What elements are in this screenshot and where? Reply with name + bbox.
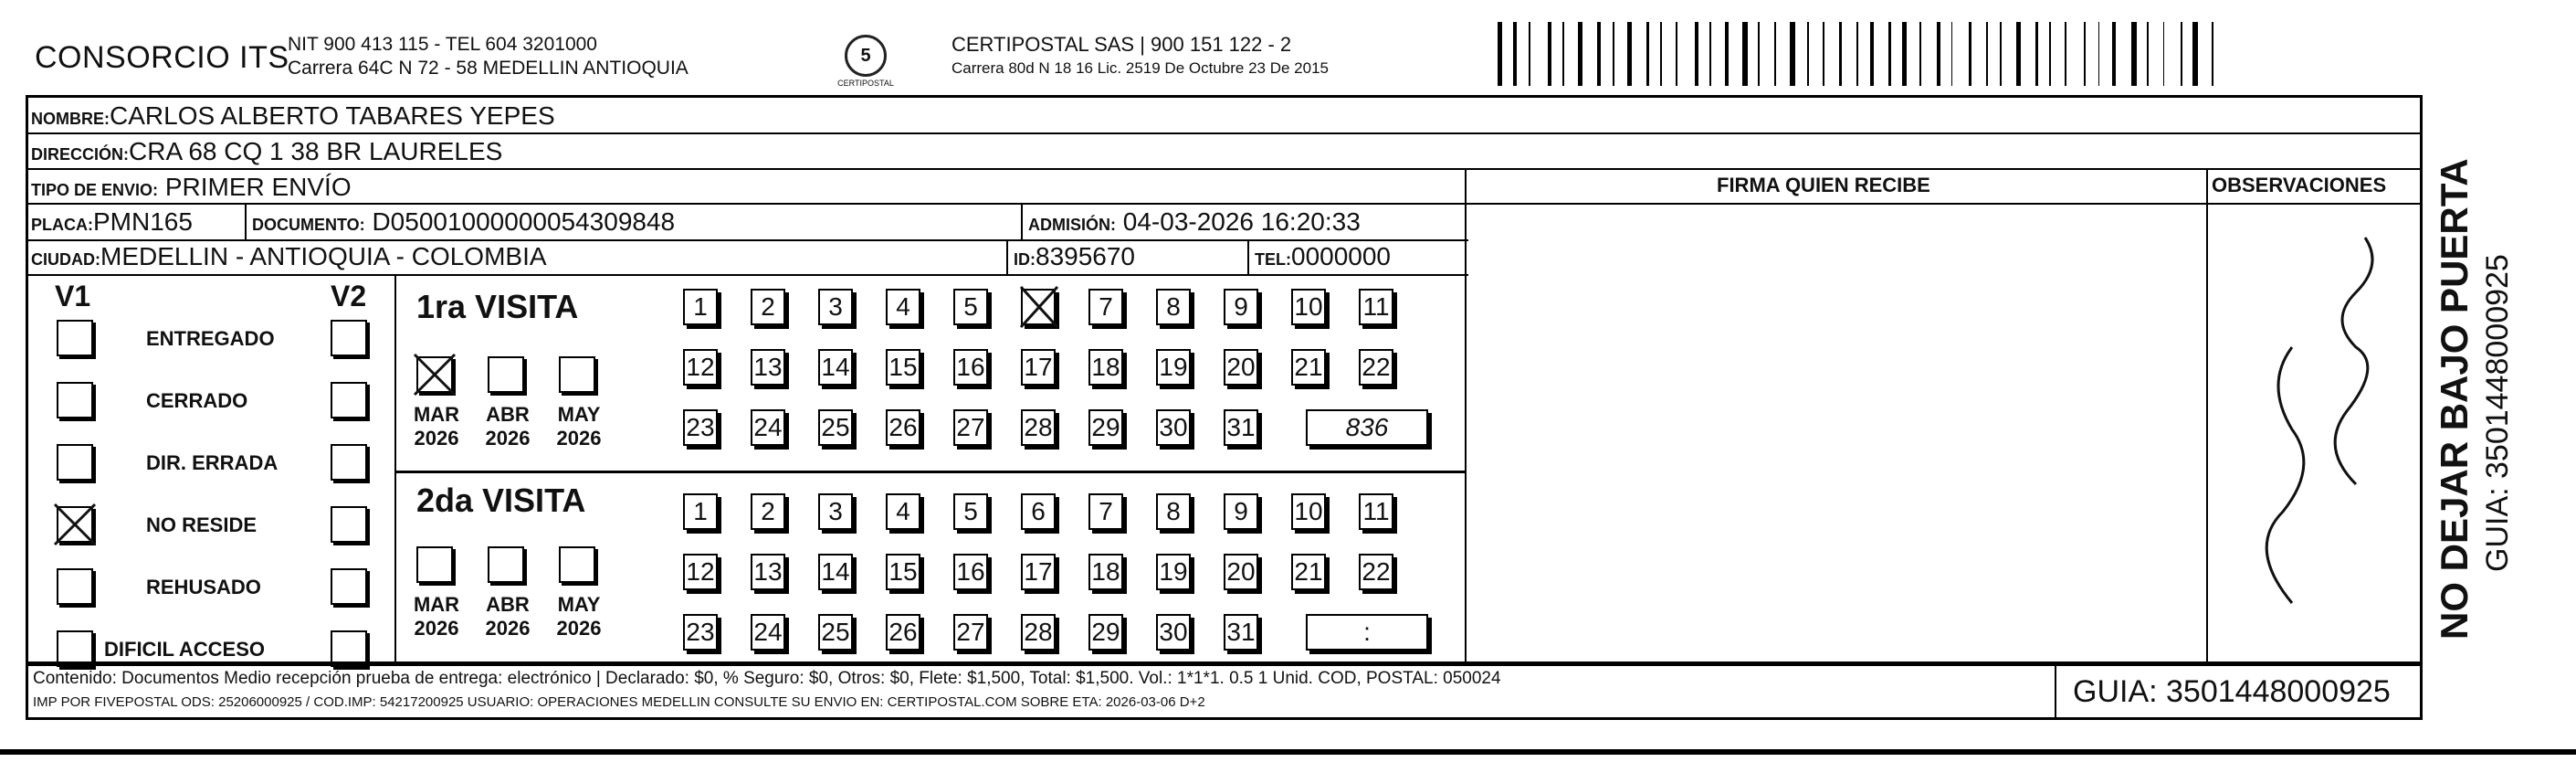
direccion-value: CRA 68 CQ 1 38 BR LAURELES	[129, 137, 503, 165]
day-box: 5	[953, 493, 988, 530]
barcode-bar	[1914, 22, 1916, 86]
barcode-bar	[2170, 22, 2173, 86]
day-box: 30	[1156, 614, 1191, 651]
barcode-bar	[2219, 22, 2221, 86]
status-label: ENTREGADO	[146, 327, 275, 350]
barcode-bar	[1992, 22, 1995, 86]
barcode-bar	[2049, 22, 2051, 86]
barcode-bar	[2084, 22, 2086, 86]
certipostal-logo: 5 CERTIPOSTAL	[833, 35, 899, 91]
day-box: 12	[683, 554, 718, 590]
nombre-value: CARLOS ALBERTO TABARES YEPES	[110, 101, 555, 130]
barcode-bar	[2072, 22, 2077, 86]
barcode-bar	[1613, 22, 1614, 86]
barcode-bar	[1774, 22, 1776, 86]
day-box: 16	[953, 349, 988, 386]
barcode-bar	[1816, 22, 1820, 86]
carrier-line2: Carrera 80d N 18 16 Lic. 2519 De Octubre 23 De 2015	[952, 59, 1329, 77]
id-value: 8395670	[1036, 242, 1136, 270]
barcode-bar	[2065, 22, 2066, 86]
observaciones-handwriting	[2219, 210, 2420, 658]
barcode-bar	[1676, 22, 1677, 86]
barcode-bar	[2212, 22, 2213, 86]
barcode-bar	[1758, 22, 1760, 86]
day-box: 20	[1224, 349, 1258, 386]
day-box: 18	[1088, 554, 1123, 590]
v1-checkbox	[57, 568, 93, 605]
v2-checkbox	[331, 382, 367, 418]
month-check-mark	[413, 353, 457, 397]
visita2-title: 2da VISITA	[416, 482, 586, 519]
barcode-bar	[1725, 22, 1729, 86]
footer-line2: IMP POR FIVEPOSTAL ODS: 25206000925 / COD.IMP: 54217200925 USUARIO: OPERACIONES MEDELLIN CONSULTE SU ENVIO EN: CERTIPOSTAL.COM SOBRE ETA: 2026-03-06 D+2	[33, 694, 1205, 710]
month-label: ABR	[486, 593, 530, 616]
barcode-bar	[1719, 22, 1722, 86]
barcode-bar	[2107, 22, 2108, 86]
barcode	[1498, 22, 2228, 86]
day-box: 28	[1021, 409, 1056, 446]
barcode-bar	[2192, 22, 2197, 86]
firma-header: FIRMA QUIEN RECIBE	[1717, 174, 1930, 196]
barcode-bar	[1919, 22, 1921, 86]
day-box: 2	[751, 493, 785, 530]
barcode-bar	[2009, 22, 2013, 86]
day-box: 28	[1021, 614, 1056, 651]
barcode-bar	[1709, 22, 1711, 86]
day-box: 12	[683, 349, 718, 386]
v1-check-mark	[53, 503, 97, 546]
day-box: 5	[953, 289, 988, 325]
month-label: MAR	[413, 593, 460, 616]
day-box: 27	[953, 614, 988, 651]
id-row: ID:8395670	[1014, 242, 1136, 270]
day-box: 29	[1088, 614, 1123, 651]
barcode-bar	[1513, 22, 1517, 86]
day-box: 20	[1224, 554, 1258, 590]
barcode-bar	[2058, 22, 2062, 86]
v2-checkbox	[331, 320, 367, 356]
day-box: 22	[1359, 554, 1393, 590]
barcode-bar	[1669, 22, 1673, 86]
observaciones-header: OBSERVACIONES	[2212, 174, 2387, 196]
day-box: 17	[1021, 349, 1056, 386]
placa-row: PLACA:PMN165	[31, 207, 193, 236]
barcode-bar	[2089, 22, 2093, 86]
status-label: DIFICIL ACCESO	[104, 638, 266, 661]
nit-line: NIT 900 413 115 - TEL 604 3201000	[288, 34, 597, 55]
day-box: 21	[1291, 554, 1326, 590]
admision-value: 04-03-2026 16:20:33	[1122, 207, 1361, 236]
barcode-bar	[1888, 22, 1892, 86]
day-box: 14	[818, 554, 853, 590]
barcode-bar	[1734, 22, 1736, 86]
barcode-bar	[1506, 22, 1508, 86]
time-box: 836	[1306, 409, 1428, 446]
barcode-bar	[1578, 22, 1582, 86]
barcode-bar	[1742, 22, 1747, 86]
barcode-bar	[1951, 22, 1953, 86]
month-label: MAR	[413, 403, 460, 426]
day-box: 21	[1291, 349, 1326, 386]
documento-row: DOCUMENTO: D05001000000054309848	[252, 207, 676, 236]
day-box: 22	[1359, 349, 1393, 386]
footer-guia: GUIA: 3501448000925	[2073, 674, 2391, 709]
day-box: 11	[1359, 493, 1393, 530]
barcode-bar	[1695, 22, 1698, 86]
barcode-bar	[1937, 22, 1940, 86]
year-label: 2026	[556, 617, 602, 640]
admision-row: ADMISIÓN: 04-03-2026 16:20:33	[1028, 207, 1361, 236]
time-box: :	[1306, 614, 1428, 651]
day-box: 4	[886, 289, 920, 325]
day-box: 14	[818, 349, 853, 386]
day-box: 7	[1088, 289, 1123, 325]
barcode-bar	[1879, 22, 1881, 86]
footer-line1: Contenido: Documentos Medio recepción prueba de entrega: electrónico | Declarado: $0, % Seguro: $0, Otros: $0, Flete: $1,500, Total: $1,500. Vol.: 1*1*1. 0.5 1 Unid. COD, POSTAL: 050024	[33, 669, 1501, 688]
barcode-bar	[1572, 22, 1575, 86]
barcode-bar	[2026, 22, 2028, 86]
v2-checkbox	[331, 568, 367, 605]
barcode-bar	[1870, 22, 1874, 86]
barcode-bar	[1895, 22, 1897, 86]
month-label: MAY	[557, 593, 601, 616]
v2-checkbox	[331, 444, 367, 481]
barcode-bar	[1927, 22, 1930, 86]
address-line: Carrera 64C N 72 - 58 MEDELLIN ANTIOQUIA	[288, 58, 689, 79]
day-box: 26	[886, 409, 920, 446]
barcode-bar	[1977, 22, 1979, 86]
barcode-bar	[1653, 22, 1655, 86]
v2-header: V2	[331, 280, 367, 312]
day-box: 7	[1088, 493, 1123, 530]
barcode-bar	[1839, 22, 1843, 86]
day-box: 9	[1224, 493, 1258, 530]
month-label: ABR	[486, 403, 530, 426]
barcode-bar	[2098, 22, 2100, 86]
barcode-bar	[2121, 22, 2125, 86]
day-box: 31	[1224, 614, 1258, 651]
v1-checkbox	[57, 630, 93, 667]
tipo-value: PRIMER ENVÍO	[164, 173, 352, 201]
barcode-bar	[1790, 22, 1794, 86]
day-box: 1	[683, 289, 718, 325]
carrier-info	[952, 33, 1329, 80]
day-box: 27	[953, 409, 988, 446]
barcode-bar	[2156, 22, 2160, 86]
barcode-bar	[1529, 22, 1530, 86]
tel-value: 0000000	[1291, 242, 1392, 270]
barcode-bar	[1767, 22, 1771, 86]
ciudad-row: CIUDAD:MEDELLIN - ANTIOQUIA - COLOMBIA	[31, 242, 547, 270]
barcode-bar	[1751, 22, 1753, 86]
ciudad-value: MEDELLIN - ANTIOQUIA - COLOMBIA	[100, 242, 547, 270]
carrier-line1: CERTIPOSTAL SAS | 900 151 122 - 2	[952, 33, 1292, 56]
day-box: 29	[1088, 409, 1123, 446]
barcode-bar	[2016, 22, 2021, 86]
day-box: 26	[886, 614, 920, 651]
barcode-bar	[1536, 22, 1540, 86]
day-box: 15	[886, 554, 920, 590]
day-box: 13	[751, 554, 785, 590]
barcode-bar	[1562, 22, 1564, 86]
month-label: MAY	[557, 403, 601, 426]
day-box: 23	[683, 614, 718, 651]
v1-checkbox	[57, 320, 93, 356]
barcode-bar	[2131, 22, 2136, 86]
barcode-bar	[1807, 22, 1809, 86]
barcode-bar	[2205, 22, 2209, 86]
day-box: 30	[1156, 409, 1191, 446]
barcode-bar	[1597, 22, 1601, 86]
year-label: 2026	[414, 617, 459, 640]
company-name: CONSORCIO ITS	[35, 40, 289, 75]
direccion-row: DIRECCIÓN:CRA 68 CQ 1 38 BR LAURELES	[31, 137, 503, 165]
month-checkbox	[488, 356, 524, 393]
side-guia: GUIA: 3501448000925	[2480, 254, 2515, 572]
side-no-dejar: NO DEJAR BAJO PUERTA	[2433, 158, 2476, 640]
barcode-bar	[1960, 22, 1964, 86]
barcode-bar	[2147, 22, 2149, 86]
day-box: 24	[751, 409, 785, 446]
tel-row: TEL:0000000	[1255, 242, 1392, 270]
month-checkbox	[488, 546, 524, 583]
day-box: 8	[1156, 493, 1191, 530]
barcode-bar	[1782, 22, 1783, 86]
v2-checkbox	[331, 630, 367, 667]
barcode-bar	[1799, 22, 1803, 86]
day-box: 3	[818, 493, 853, 530]
day-box: 25	[818, 614, 853, 651]
nombre-row: NOMBRE:CARLOS ALBERTO TABARES YEPES	[31, 101, 555, 130]
month-checkbox	[559, 546, 595, 583]
day-box: 19	[1156, 554, 1191, 590]
month-checkbox	[559, 356, 595, 393]
year-label: 2026	[556, 427, 602, 450]
day-box: 10	[1291, 493, 1326, 530]
barcode-bar	[1702, 22, 1704, 86]
barcode-bar	[2163, 22, 2165, 86]
day-box: 8	[1156, 289, 1191, 325]
barcode-bar	[1637, 22, 1639, 86]
status-label: NO RESIDE	[146, 513, 258, 536]
day-box: 4	[886, 493, 920, 530]
tipo-row: TIPO DE ENVIO: PRIMER ENVÍO	[31, 173, 352, 201]
barcode-bar	[2186, 22, 2188, 86]
barcode-bar	[1866, 22, 1867, 86]
barcode-bar	[2140, 22, 2142, 86]
barcode-bar	[1548, 22, 1551, 86]
barcode-bar	[2042, 22, 2044, 86]
barcode-bar	[1969, 22, 1972, 86]
barcode-bar	[2112, 22, 2116, 86]
day-box: 9	[1224, 289, 1258, 325]
barcode-bar	[2181, 22, 2182, 86]
day-box: 25	[818, 409, 853, 446]
day-box: 6	[1021, 493, 1056, 530]
barcode-bar	[1683, 22, 1688, 86]
placa-value: PMN165	[93, 207, 193, 236]
year-label: 2026	[485, 427, 531, 450]
visita1-title: 1ra VISITA	[416, 288, 579, 325]
month-checkbox	[416, 546, 453, 583]
status-label: CERRADO	[146, 389, 248, 412]
barcode-bar	[1646, 22, 1650, 86]
v2-checkbox	[331, 506, 367, 543]
day-box: 19	[1156, 349, 1191, 386]
company-info	[288, 33, 689, 80]
documento-value: D05001000000054309848	[372, 207, 676, 236]
barcode-bar	[1823, 22, 1824, 86]
barcode-bar	[1627, 22, 1632, 86]
day-box: 2	[751, 289, 785, 325]
barcode-bar	[1902, 22, 1907, 86]
day-box: 13	[751, 349, 785, 386]
v1-checkbox	[57, 444, 93, 481]
day-box: 1	[683, 493, 718, 530]
day-check-mark	[1019, 285, 1059, 329]
barcode-bar	[1856, 22, 1858, 86]
barcode-bar	[1622, 22, 1624, 86]
year-label: 2026	[414, 427, 459, 450]
day-box: 11	[1359, 289, 1393, 325]
status-label: REHUSADO	[146, 576, 261, 598]
day-box: 23	[683, 409, 718, 446]
barcode-bar	[1845, 22, 1850, 86]
barcode-bar	[1986, 22, 1988, 86]
day-box: 17	[1021, 554, 1056, 590]
barcode-bar	[1498, 22, 1502, 86]
day-box: 24	[751, 614, 785, 651]
year-label: 2026	[485, 617, 531, 640]
barcode-bar	[1830, 22, 1832, 86]
barcode-bar	[2035, 22, 2039, 86]
v1-header: V1	[55, 280, 91, 312]
barcode-bar	[1588, 22, 1590, 86]
day-box: 18	[1088, 349, 1123, 386]
barcode-bar	[1660, 22, 1662, 86]
day-box: 15	[886, 349, 920, 386]
day-box: 31	[1224, 409, 1258, 446]
barcode-bar	[1944, 22, 1946, 86]
status-label: DIR. ERRADA	[146, 451, 279, 474]
barcode-bar	[1524, 22, 1526, 86]
barcode-bar	[2000, 22, 2002, 86]
day-box: 10	[1291, 289, 1326, 325]
barcode-bar	[1604, 22, 1608, 86]
day-box: 3	[818, 289, 853, 325]
v1-checkbox	[57, 382, 93, 418]
barcode-bar	[1555, 22, 1557, 86]
day-box: 16	[953, 554, 988, 590]
